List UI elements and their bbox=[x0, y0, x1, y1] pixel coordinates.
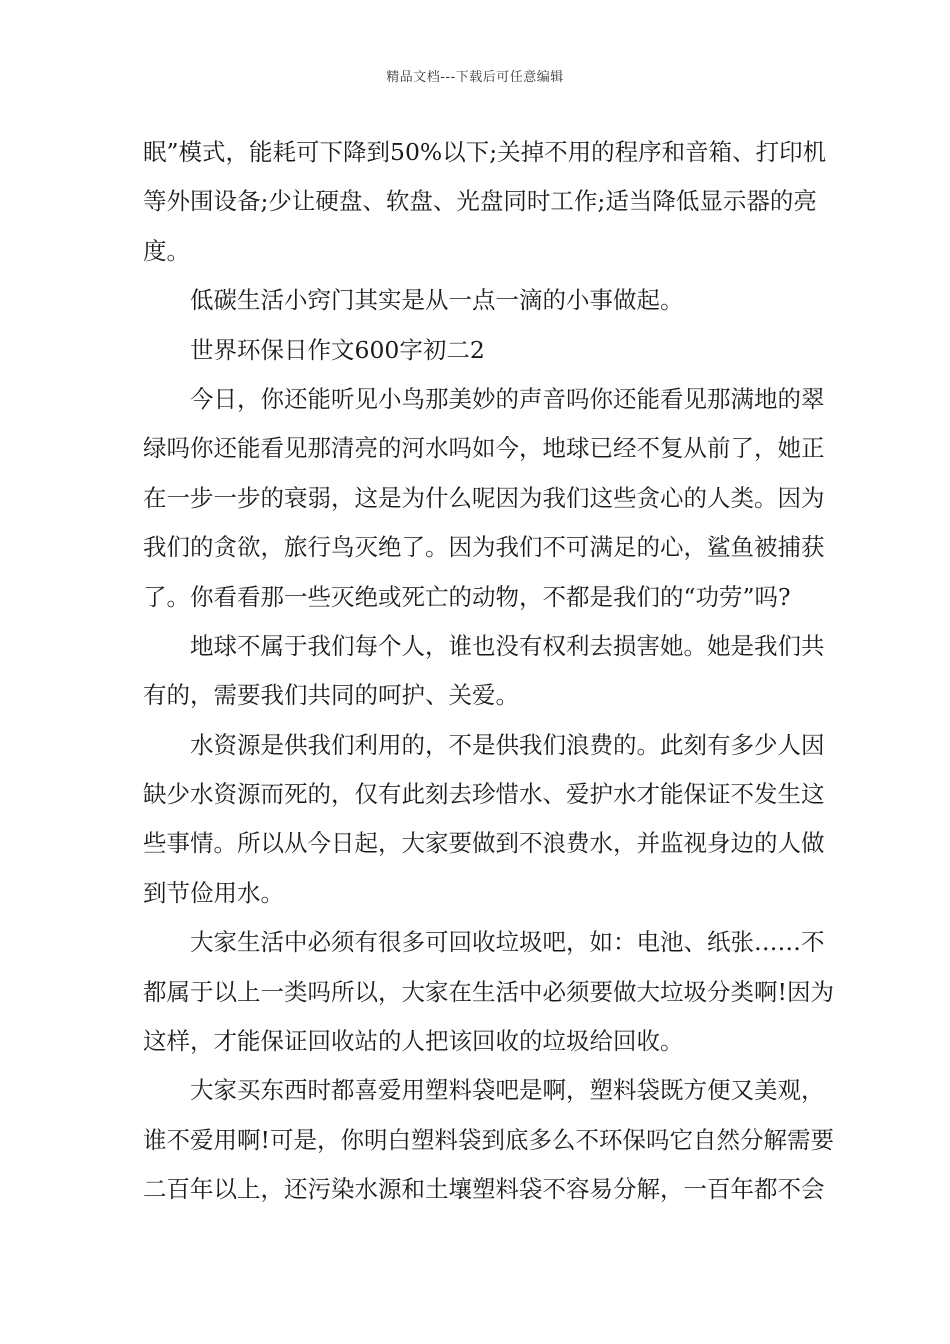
text-line: 绿吗你还能看见那清亮的河水吗如今，地球已经不复从前了，她正 bbox=[143, 434, 825, 463]
text-line: 大家买东西时都喜爱用塑料袋吧是啊，塑料袋既方便又美观， bbox=[190, 1076, 825, 1105]
document-body bbox=[143, 128, 834, 1215]
text-line: 都属于以上一类吗所以，大家在生活中必须要做大垃圾分类啊!因为 bbox=[143, 977, 834, 1006]
text-line: 缺少水资源而死的，仅有此刻去珍惜水、爱护水才能保证不发生这 bbox=[143, 780, 825, 809]
text-line: 等外围设备;少让硬盘、软盘、光盘同时工作;适当降低显示器的亮 bbox=[143, 187, 817, 216]
text-line: 谁不爱用啊!可是，你明白塑料袋到底多么不环保吗它自然分解需要 bbox=[143, 1125, 834, 1154]
text-line: 二百年以上，还污染水源和土壤塑料袋不容易分解，一百年都不会 bbox=[143, 1175, 825, 1204]
section-heading: 世界环保日作文600字初二2 bbox=[190, 335, 485, 364]
text-line: 到节俭用水。 bbox=[143, 878, 284, 907]
text-line: 今日，你还能听见小鸟那美妙的声音吗你还能看见那满地的翠 bbox=[190, 384, 825, 413]
text-line: 大家生活中必须有很多可回收垃圾吧，如：电池、纸张……不 bbox=[190, 928, 825, 957]
text-line: 在一步一步的衰弱，这是为什么呢因为我们这些贪心的人类。因为 bbox=[143, 483, 825, 512]
text-line: 了。你看看那一些灭绝或死亡的动物，不都是我们的“功劳”吗? bbox=[143, 582, 791, 611]
text-line: 眠”模式，能耗可下降到50%以下;关掉不用的程序和音箱、打印机 bbox=[143, 138, 827, 166]
text-line: 我们的贪欲，旅行鸟灭绝了。因为我们不可满足的心，鲨鱼被捕获 bbox=[143, 533, 825, 562]
text-line: 低碳生活小窍门其实是从一点一滴的小事做起。 bbox=[190, 286, 684, 315]
text-line: 度。 bbox=[143, 236, 190, 265]
text-line: 地球不属于我们每个人，谁也没有权利去损害她。她是我们共 bbox=[190, 631, 825, 660]
text-line: 些事情。所以从今日起，大家要做到不浪费水，并监视身边的人做 bbox=[143, 829, 825, 858]
text-line: 这样，才能保证回收站的人把该回收的垃圾给回收。 bbox=[143, 1027, 684, 1056]
text-line: 水资源是供我们利用的，不是供我们浪费的。此刻有多少人因 bbox=[190, 730, 825, 759]
page-header: 精品文档---下载后可任意编辑 bbox=[386, 70, 564, 85]
text-line: 有的，需要我们共同的呵护、关爱。 bbox=[143, 681, 519, 710]
